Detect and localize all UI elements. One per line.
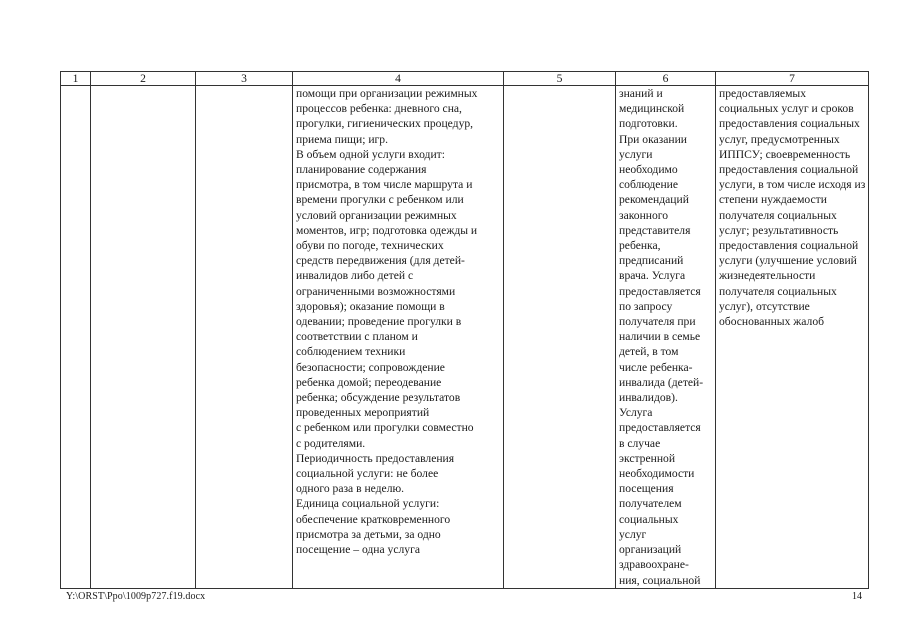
text-line: предписаний	[619, 254, 684, 268]
column-header-2: 2	[91, 72, 196, 86]
text-line: с ребенком или прогулки совместно	[296, 421, 474, 435]
text-line: соблюдение	[619, 178, 679, 192]
cell-quality-indicators	[716, 86, 869, 589]
table-row	[61, 86, 869, 589]
text-line: в случае	[619, 436, 661, 450]
text-line: социальных услуг и сроков	[719, 102, 854, 116]
text-line: При оказании	[619, 132, 688, 146]
text-line: обоснованных жалоб	[719, 315, 825, 329]
cell-col3	[196, 86, 293, 589]
footer-file-path: Y:\ORST\Ppo\1009p727.f19.docx	[66, 591, 206, 602]
column-header-3: 3	[196, 72, 293, 86]
text-line: предоставляемых	[719, 87, 806, 100]
text-line: предоставления социальных	[719, 117, 860, 131]
text-line: предоставляется	[619, 284, 701, 298]
text-line: инвалидов либо детей с	[296, 269, 414, 283]
text-line: получателя социальных	[719, 284, 837, 298]
text-line: безопасности; сопровождение	[296, 360, 445, 374]
conditions-text	[619, 86, 713, 588]
text-line: времени прогулки с ребенком или	[296, 193, 464, 207]
text-line: одевании; проведение прогулки в	[296, 315, 462, 329]
text-line: присмотра, в том числе маршрута и	[296, 178, 473, 192]
cell-conditions	[616, 86, 716, 589]
text-line: услуг, предусмотренных	[719, 132, 840, 146]
text-line: врача. Услуга	[619, 269, 686, 283]
text-line: Периодичность предоставления	[296, 451, 455, 465]
text-line: рекомендаций	[619, 193, 689, 207]
text-line: услуг; результативность	[719, 223, 839, 237]
text-line: обеспечение кратковременного	[296, 512, 451, 526]
text-line: услуги (улучшение условий	[719, 254, 857, 268]
text-line: предоставляется	[619, 421, 701, 435]
text-line: ребенка; обсуждение результатов	[296, 391, 461, 405]
text-line: приема пищи; игр.	[296, 132, 388, 146]
text-line: подготовки.	[619, 117, 678, 131]
column-header-1: 1	[61, 72, 91, 86]
text-line: ния, социальной	[619, 573, 701, 587]
text-line: ИППСУ; своевременность	[719, 147, 851, 161]
text-line: обуви по погоде, технических	[296, 239, 444, 253]
cell-col1	[61, 86, 91, 589]
column-header-6: 6	[616, 72, 716, 86]
text-line: моментов, игр; подготовка одежды и	[296, 223, 478, 237]
text-line: получателя при	[619, 315, 696, 329]
text-line: числе ребенка-	[619, 360, 693, 374]
text-line: получателем	[619, 497, 682, 511]
text-line: помощи при организации режимных	[296, 87, 478, 100]
text-line: присмотра за детьми, за одно	[296, 527, 441, 541]
text-line: с родителями.	[296, 436, 366, 450]
text-line: по запросу	[619, 299, 673, 313]
text-line: необходимо	[619, 163, 678, 177]
page-number: 14	[852, 591, 862, 602]
text-line: проведенных мероприятий	[296, 406, 430, 420]
text-line: средств передвижения (для детей-	[296, 254, 465, 268]
text-line: одного раза в неделю.	[296, 482, 405, 496]
text-line: Единица социальной услуги:	[296, 497, 440, 511]
text-line: получателя социальных	[719, 208, 837, 222]
text-line: прогулки, гигиенических процедур,	[296, 117, 474, 131]
service-description-text	[296, 86, 501, 557]
text-line: планирование содержания	[296, 163, 427, 177]
cell-col2	[91, 86, 196, 589]
text-line: условий организации режимных	[296, 208, 457, 222]
text-line: инвалидов).	[619, 391, 678, 405]
text-line: знаний и	[619, 87, 663, 100]
quality-indicators-text	[719, 86, 866, 329]
text-line: представителя	[619, 223, 691, 237]
text-line: В объем одной услуги входит:	[296, 147, 445, 161]
text-line: ограниченными возможностями	[296, 284, 456, 298]
column-header-7: 7	[716, 72, 869, 86]
text-line: законного	[619, 208, 669, 222]
text-line: предоставления социальной	[719, 163, 859, 177]
text-line: услуги, в том числе исходя из	[719, 178, 866, 192]
text-line: здоровья); оказание помощи в	[296, 299, 445, 313]
text-line: ребенка домой; переодевание	[296, 375, 442, 389]
text-line: жизнедеятельности	[719, 269, 816, 283]
text-line: услуг), отсутствие	[719, 299, 810, 313]
text-line: наличии в семье	[619, 330, 701, 344]
column-header-4: 4	[293, 72, 504, 86]
text-line: предоставления социальной	[719, 239, 859, 253]
text-line: медицинской	[619, 102, 685, 116]
text-line: услуг	[619, 527, 647, 541]
text-line: социальных	[619, 512, 679, 526]
text-line: необходимости	[619, 467, 695, 481]
text-line: посещение – одна услуга	[296, 543, 420, 557]
text-line: соответствии с планом и	[296, 330, 418, 344]
text-line: здравоохране-	[619, 558, 689, 572]
text-line: соблюдением техники	[296, 345, 406, 359]
table-header-row	[61, 72, 869, 86]
cell-col5	[504, 86, 616, 589]
text-line: Услуга	[619, 406, 653, 420]
services-table	[60, 71, 869, 589]
text-line: инвалида (детей-	[619, 375, 704, 389]
text-line: посещения	[619, 482, 674, 496]
text-line: услуги	[619, 147, 653, 161]
cell-service-description	[293, 86, 504, 589]
text-line: организаций	[619, 543, 682, 557]
text-line: процессов ребенка: дневного сна,	[296, 102, 462, 116]
text-line: социальной услуги: не более	[296, 467, 439, 481]
column-header-5: 5	[504, 72, 616, 86]
text-line: ребенка,	[619, 239, 661, 253]
text-line: степени нуждаемости	[719, 193, 827, 207]
text-line: экстренной	[619, 451, 676, 465]
text-line: детей, в том	[619, 345, 679, 359]
